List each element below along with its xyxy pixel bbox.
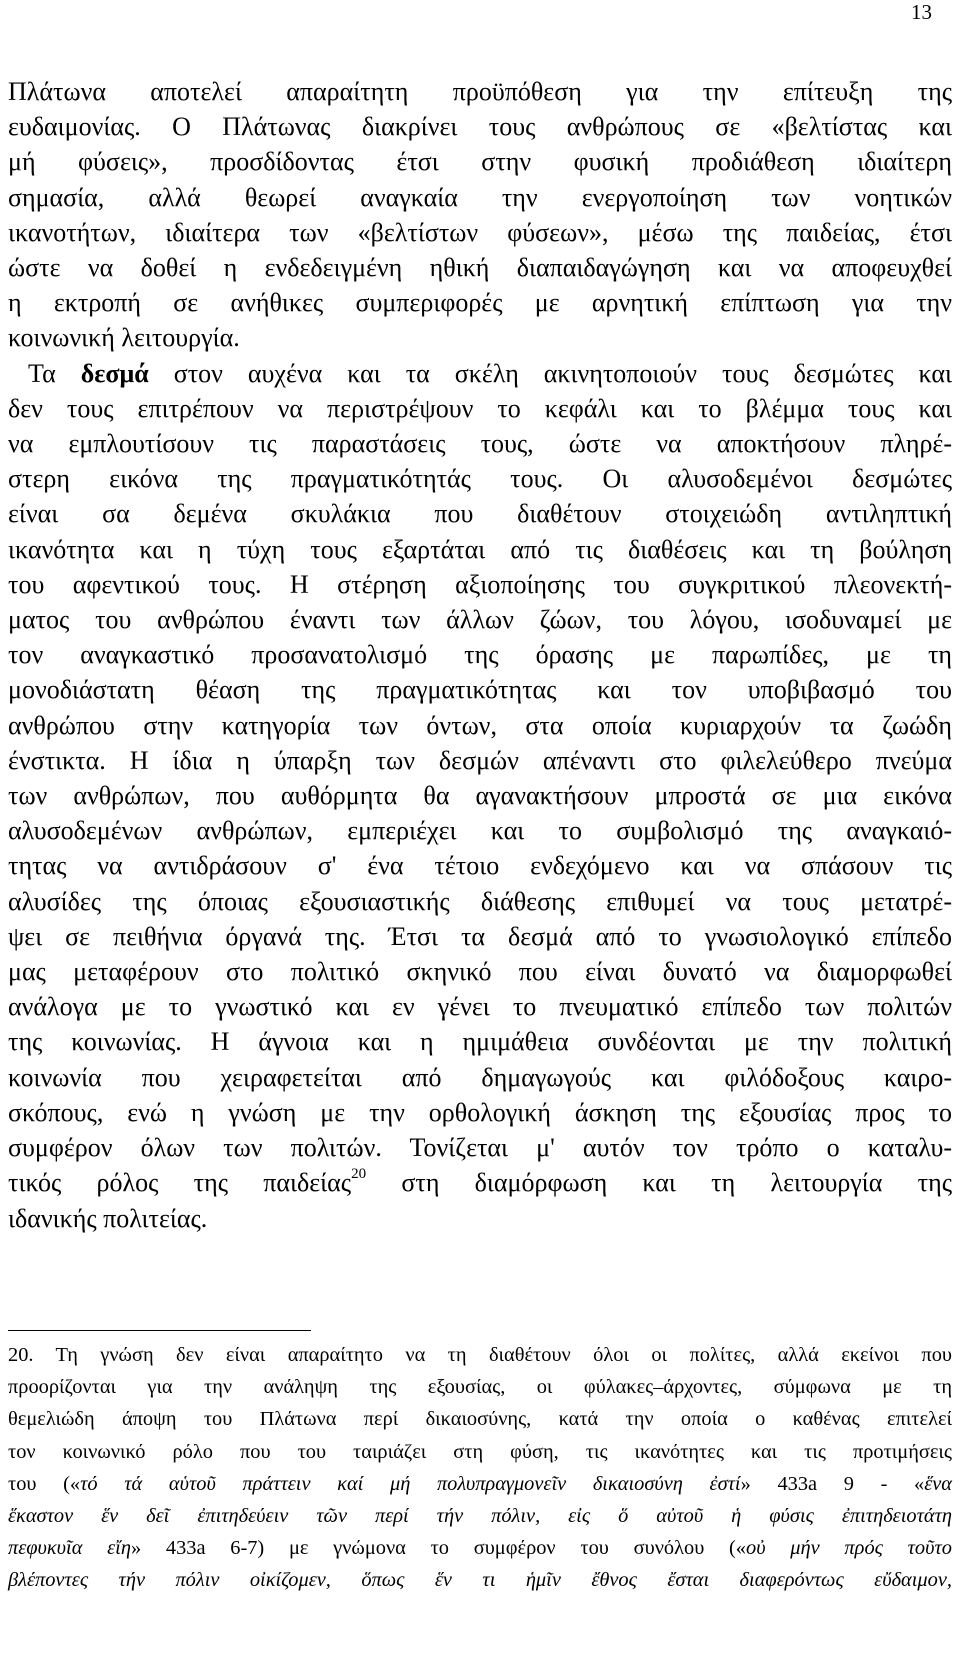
text-line: ψει σε πειθήνια όργανά της. Έτσι τα δεσμά από το γνωσιολογικό επίπεδο [8, 921, 952, 951]
text-line: κοινωνική λειτουργία. [8, 323, 240, 353]
footnote-line: προορίζονται για την ανάληψη της εξουσίας, οι φύλακες–άρχοντες, σύμφωνα με τη [8, 1376, 952, 1399]
text-line: ανάλογα με το γνωστικό και εν γένει το πνευματικό επίπεδο των πολιτών [8, 992, 952, 1022]
text-line: κοινωνία που χειραφετείται από δημαγωγούς και φιλόδοξους καιρο- [8, 1062, 952, 1092]
page-number: 13 [911, 0, 932, 24]
footnote-line: θεμελιώδη άποψη του Πλάτωνα περί δικαιοσύνης, κατά την οποία ο καθένας επιτελεί [8, 1408, 952, 1431]
text-span: στον αυχένα και τα σκέλη ακινητοποιούν τους δεσμώτες και [173, 358, 953, 388]
text-line: ικανοτήτων, ιδιαίτερα των «βελτίστων φύσεων», μέσω της παιδείας, έτσι [8, 217, 952, 247]
text-line: του αφεντικού τους. Η στέρηση αξιοποίησης του συγκριτικού πλεονεκτή- [8, 569, 952, 599]
text-line: τητας να αντιδράσουν σ' ένα τέτοιο ενδεχόμενο και να σπάσουν τις [8, 851, 952, 881]
text-line: σημασία, αλλά θεωρεί αναγκαία την ενεργοποίηση των νοητικών [8, 182, 952, 212]
body-text [8, 74, 952, 1236]
text-line-with-footnote [8, 1165, 952, 1200]
text-line: μονοδιάστατη θέαση της πραγματικότητας και τον υποβιβασμό του [8, 675, 952, 705]
greek-quote: τό τά αὑτοῦ πράττειν καί μή πολυπραγμονεῖν δικαιοσύνη ἐστί [80, 1472, 741, 1495]
text-line: ώστε να δοθεί η ενδεδειγμένη ηθική διαπαιδαγώγηση και να αποφευχθεί [8, 253, 952, 283]
text-line: της κοινωνίας. Η άγνοια και η ημιμάθεια συνδέονται με την πολιτική [8, 1027, 952, 1057]
text-line: ιδανικής πολιτείας. [8, 1203, 208, 1233]
text-line: ευδαιμονίας. Ο Πλάτωνας διακρίνει τους ανθρώπους σε «βελτίστας και [8, 112, 952, 142]
footnote-line [8, 1564, 952, 1596]
text-span: του (« [8, 1472, 81, 1495]
text-span: στη διαμόρφωση και τη λειτουργία της [366, 1168, 952, 1198]
text-line: συμφέρον όλων των πολιτών. Τονίζεται μ' αυτόν τον τρόπο ο καταλυ- [8, 1133, 952, 1163]
text-span: » 433a 6-7) με γνώμονα το συμφέρον του συνόλου (« [130, 1537, 747, 1560]
bold-term: δεσμά [80, 358, 149, 388]
text-line: σκόπους, ενώ η γνώση με την ορθολογική άσκηση της εξουσίας προς το [8, 1097, 952, 1127]
footnote [8, 1339, 952, 1597]
text-line: τον αναγκαστικό προσανατολισμό της όρασης με παρωπίδες, με τη [8, 640, 952, 670]
text-line: μας μεταφέρουν στο πολιτικό σκηνικό που είναι δυνατό να διαμορφωθεί [8, 957, 952, 987]
text-line: ένστικτα. Η ίδια η ύπαρξη των δεσμών απέναντι στο φιλελεύθερο πνεύμα [8, 745, 952, 775]
greek-quote: ἕκαστον ἕν δεῖ ἐπιτηδεύειν τῶν περί τήν πόλιν, εἰς ὅ αὐτοῦ ἡ φύσις ἐπιτηδειοτάτη [8, 1505, 952, 1528]
text-line: μή φύσεις», προσδίδοντας έτσι στην φυσική προδιάθεση ιδιαίτερη [8, 147, 952, 177]
text-line: ανθρώπου στην κατηγορία των όντων, στα οποία κυριαρχούν τα ζωώδη [8, 710, 952, 740]
text-line: αλυσίδες της όποιας εξουσιαστικής διάθεσης επιθυμεί να τους μετατρέ- [8, 886, 952, 916]
text-line: η εκτροπή σε ανήθικες συμπεριφορές με αρνητική επίπτωση για την [8, 288, 952, 318]
paragraph-first-line [8, 356, 952, 391]
text-span: » 433a 9 - « [740, 1472, 925, 1495]
footnote-line: τον κοινωνικό ρόλο που του ταιριάζει στη φύση, τις ικανότητες και τις προτιμήσεις [8, 1440, 952, 1463]
greek-quote: πεφυκυῖα εἴη [8, 1537, 131, 1560]
footnote-marker[interactable]: 20 [351, 1165, 367, 1182]
greek-quote: οὐ μήν πρός τοῦτο [746, 1537, 952, 1560]
footnote-line: 20. Τη γνώση δεν είναι απαραίτητο να τη διαθέτουν όλοι οι πολίτες, αλλά εκείνοι που [8, 1344, 952, 1366]
text-line: δεν τους επιτρέπουν να περιστρέψουν το κεφάλι και το βλέμμα τους και [8, 393, 952, 423]
text-line: στερη εικόνα της πραγματικότητάς τους. Οι αλυσοδεμένοι δεσμώτες [8, 464, 952, 494]
greek-quote: βλέποντες τήν πόλιν οἰκίζομεν, ὅπως ἕν τι ἡμῖν ἔθνος ἔσται διαφερόντως εὔδαιμον, [8, 1569, 952, 1592]
greek-quote: ἕνα [924, 1472, 952, 1495]
text-line: Πλάτωνα αποτελεί απαραίτητη προϋπόθεση για την επίτευξη της [8, 77, 952, 106]
footnote-line [8, 1468, 952, 1500]
text-span: τικός ρόλος της παιδείας [8, 1168, 352, 1198]
text-line: να εμπλουτίσουν τις παραστάσεις τους, ώστε να αποκτήσουν πληρέ- [8, 429, 952, 459]
footnote-line [8, 1500, 952, 1532]
text-line: ματος του ανθρώπου έναντι των άλλων ζώων, του λόγου, ισοδυναμεί με [8, 605, 952, 635]
text-line: αλυσοδεμένων ανθρώπων, εμπεριέχει και το συμβολισμό της αναγκαιό- [8, 816, 952, 846]
text-line: των ανθρώπων, που αυθόρμητα θα αγανακτήσουν μπροστά σε μια εικόνα [8, 781, 952, 811]
text-line: ικανότητα και η τύχη τους εξαρτάται από τις διαθέσεις και τη βούληση [8, 534, 952, 564]
footnote-line [8, 1532, 952, 1564]
text-line: είναι σα δεμένα σκυλάκια που διαθέτουν στοιχειώδη αντιληπτική [8, 499, 952, 529]
footnote-separator [8, 1330, 311, 1331]
text-span: Τα [28, 358, 56, 388]
